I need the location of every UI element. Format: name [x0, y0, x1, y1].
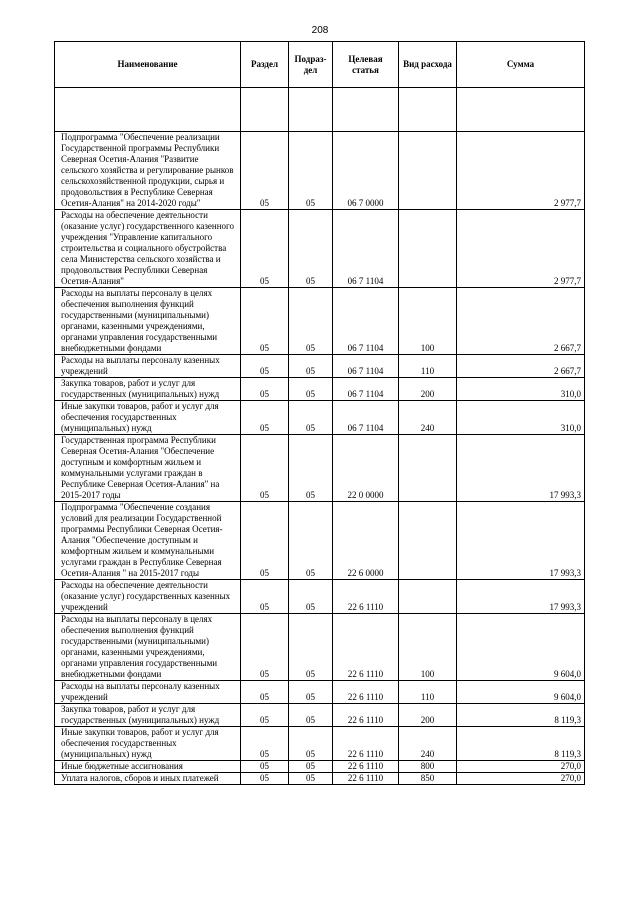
- cell-target: 22 6 1110: [333, 727, 399, 761]
- table-spacer-row: [55, 88, 585, 132]
- table-row: [55, 773, 585, 785]
- cell-subsection: 05: [289, 288, 333, 355]
- table-row: [55, 378, 585, 401]
- cell-sum: 310,0: [457, 378, 585, 401]
- cell-sum: 9 604,0: [457, 614, 585, 681]
- cell-section: 05: [241, 132, 289, 210]
- cell-name: Иные бюджетные ассигнования: [55, 761, 241, 773]
- cell-name: Расходы на выплаты персоналу в целях обеспечения выполнения функций государственными (муниципальными) органами, казенными учреждениями, органами управления государственными внебюджетными фондами: [55, 288, 241, 355]
- table-row: [55, 614, 585, 681]
- cell-subsection: 05: [289, 401, 333, 435]
- cell-section: 05: [241, 401, 289, 435]
- cell-expense-type: 110: [399, 681, 457, 704]
- cell-name: Расходы на обеспечение деятельности (оказание услуг) государственных казенных учреждений: [55, 580, 241, 614]
- cell-section: 05: [241, 288, 289, 355]
- table-header-row: [55, 42, 585, 88]
- cell-section: 05: [241, 727, 289, 761]
- cell-sum: 2 977,7: [457, 210, 585, 288]
- cell-expense-type: [399, 502, 457, 580]
- cell-section: 05: [241, 378, 289, 401]
- cell-sum: 270,0: [457, 761, 585, 773]
- table-row: [55, 704, 585, 727]
- cell-sum: 8 119,3: [457, 727, 585, 761]
- spacer-cell: [241, 88, 289, 132]
- cell-subsection: 05: [289, 614, 333, 681]
- cell-name: Закупка товаров, работ и услуг для государственных (муниципальных) нужд: [55, 704, 241, 727]
- spacer-cell: [333, 88, 399, 132]
- page-number: 208: [311, 25, 329, 36]
- cell-name: Иные закупки товаров, работ и услуг для обеспечения государственных (муниципальных) нужд: [55, 727, 241, 761]
- cell-name: Подпрограмма "Обеспечение создания условий для реализации Государственной программы Республики Северная Осетия-Алания "Обеспечение доступным и комфортным жильем и коммунальными услугами граждан в Республике Северная Осетия-Алания " на 2015-2017 годы: [55, 502, 241, 580]
- table-row: [55, 435, 585, 502]
- table-row: [55, 355, 585, 378]
- cell-expense-type: 240: [399, 401, 457, 435]
- cell-section: 05: [241, 761, 289, 773]
- cell-target: 22 6 1110: [333, 681, 399, 704]
- cell-name: Расходы на выплаты персоналу в целях обеспечения выполнения функций государственными (муниципальными) органами, казенными учреждениями, органами управления государственными внебюджетными фондами: [55, 614, 241, 681]
- header-section: Раздел: [241, 42, 289, 88]
- cell-target: 22 6 1110: [333, 704, 399, 727]
- cell-sum: 2 977,7: [457, 132, 585, 210]
- cell-name: Подпрограмма "Обеспечение реализации Государственной программы Республики Северная Осетия-Алания "Развитие сельского хозяйства и регулирование рынков сельскохозяйственной продукции, сырья и продовольствия в Республике Северная Осетия-Алания" на 2014-2020 годы": [55, 132, 241, 210]
- table-row: [55, 727, 585, 761]
- cell-section: 05: [241, 773, 289, 785]
- cell-expense-type: 110: [399, 355, 457, 378]
- cell-sum: 9 604,0: [457, 681, 585, 704]
- cell-name: Расходы на выплаты персоналу казенных учреждений: [55, 681, 241, 704]
- cell-expense-type: 240: [399, 727, 457, 761]
- cell-expense-type: [399, 132, 457, 210]
- cell-target: 22 6 1110: [333, 761, 399, 773]
- cell-sum: 2 667,7: [457, 288, 585, 355]
- cell-sum: 8 119,3: [457, 704, 585, 727]
- cell-target: 22 6 1110: [333, 614, 399, 681]
- cell-subsection: 05: [289, 355, 333, 378]
- cell-target: 06 7 1104: [333, 288, 399, 355]
- cell-subsection: 05: [289, 502, 333, 580]
- spacer-cell: [289, 88, 333, 132]
- cell-name: Уплата налогов, сборов и иных платежей: [55, 773, 241, 785]
- cell-subsection: 05: [289, 704, 333, 727]
- cell-expense-type: [399, 580, 457, 614]
- cell-section: 05: [241, 614, 289, 681]
- cell-target: 06 7 0000: [333, 132, 399, 210]
- cell-subsection: 05: [289, 681, 333, 704]
- cell-expense-type: [399, 210, 457, 288]
- cell-name: Расходы на обеспечение деятельности (оказание услуг) государственного казенного учреждения "Управление капитального строительства и социального обустройства села Министерства сельского хозяйства и продовольствия Республики Северная Осетия-Алания": [55, 210, 241, 288]
- cell-target: 06 7 1104: [333, 401, 399, 435]
- cell-target: 22 6 0000: [333, 502, 399, 580]
- cell-subsection: 05: [289, 580, 333, 614]
- cell-section: 05: [241, 435, 289, 502]
- cell-target: 06 7 1104: [333, 210, 399, 288]
- cell-subsection: 05: [289, 435, 333, 502]
- cell-target: 22 0 0000: [333, 435, 399, 502]
- cell-subsection: 05: [289, 761, 333, 773]
- cell-section: 05: [241, 502, 289, 580]
- cell-expense-type: [399, 435, 457, 502]
- table-row: [55, 132, 585, 210]
- cell-sum: 17 993,3: [457, 580, 585, 614]
- cell-section: 05: [241, 210, 289, 288]
- header-name: Наименование: [55, 42, 241, 88]
- cell-target: 06 7 1104: [333, 355, 399, 378]
- cell-expense-type: 100: [399, 614, 457, 681]
- cell-expense-type: 800: [399, 761, 457, 773]
- cell-sum: 17 993,3: [457, 435, 585, 502]
- cell-section: 05: [241, 681, 289, 704]
- cell-name: Расходы на выплаты персоналу казенных учреждений: [55, 355, 241, 378]
- spacer-cell: [55, 88, 241, 132]
- cell-target: 06 7 1104: [333, 378, 399, 401]
- cell-subsection: 05: [289, 727, 333, 761]
- table-row: [55, 681, 585, 704]
- header-sum: Сумма: [457, 42, 585, 88]
- cell-subsection: 05: [289, 773, 333, 785]
- cell-target: 22 6 1110: [333, 773, 399, 785]
- table-row: [55, 761, 585, 773]
- header-target: Целевая статья: [333, 42, 399, 88]
- spacer-cell: [399, 88, 457, 132]
- cell-section: 05: [241, 580, 289, 614]
- spacer-cell: [457, 88, 585, 132]
- cell-subsection: 05: [289, 132, 333, 210]
- cell-subsection: 05: [289, 378, 333, 401]
- cell-expense-type: 850: [399, 773, 457, 785]
- cell-expense-type: 100: [399, 288, 457, 355]
- cell-target: 22 6 1110: [333, 580, 399, 614]
- header-subsection: Подраз-дел: [289, 42, 333, 88]
- table-row: [55, 210, 585, 288]
- cell-name: Государственная программа Республики Северная Осетия-Алания "Обеспечение доступным и комфортным жильем и коммунальными услугами граждан в Республике Северная Осетия-Алания" на 2015-2017 годы: [55, 435, 241, 502]
- cell-expense-type: 200: [399, 704, 457, 727]
- cell-section: 05: [241, 704, 289, 727]
- cell-sum: 2 667,7: [457, 355, 585, 378]
- cell-section: 05: [241, 355, 289, 378]
- table-row: [55, 401, 585, 435]
- table-row: [55, 288, 585, 355]
- cell-expense-type: 200: [399, 378, 457, 401]
- cell-name: Закупка товаров, работ и услуг для государственных (муниципальных) нужд: [55, 378, 241, 401]
- header-expense-type: Вид расхода: [399, 42, 457, 88]
- table-row: [55, 580, 585, 614]
- table-row: [55, 502, 585, 580]
- cell-sum: 310,0: [457, 401, 585, 435]
- cell-name: Иные закупки товаров, работ и услуг для обеспечения государственных (муниципальных) нужд: [55, 401, 241, 435]
- budget-table: [54, 41, 585, 785]
- cell-sum: 17 993,3: [457, 502, 585, 580]
- cell-subsection: 05: [289, 210, 333, 288]
- cell-sum: 270,0: [457, 773, 585, 785]
